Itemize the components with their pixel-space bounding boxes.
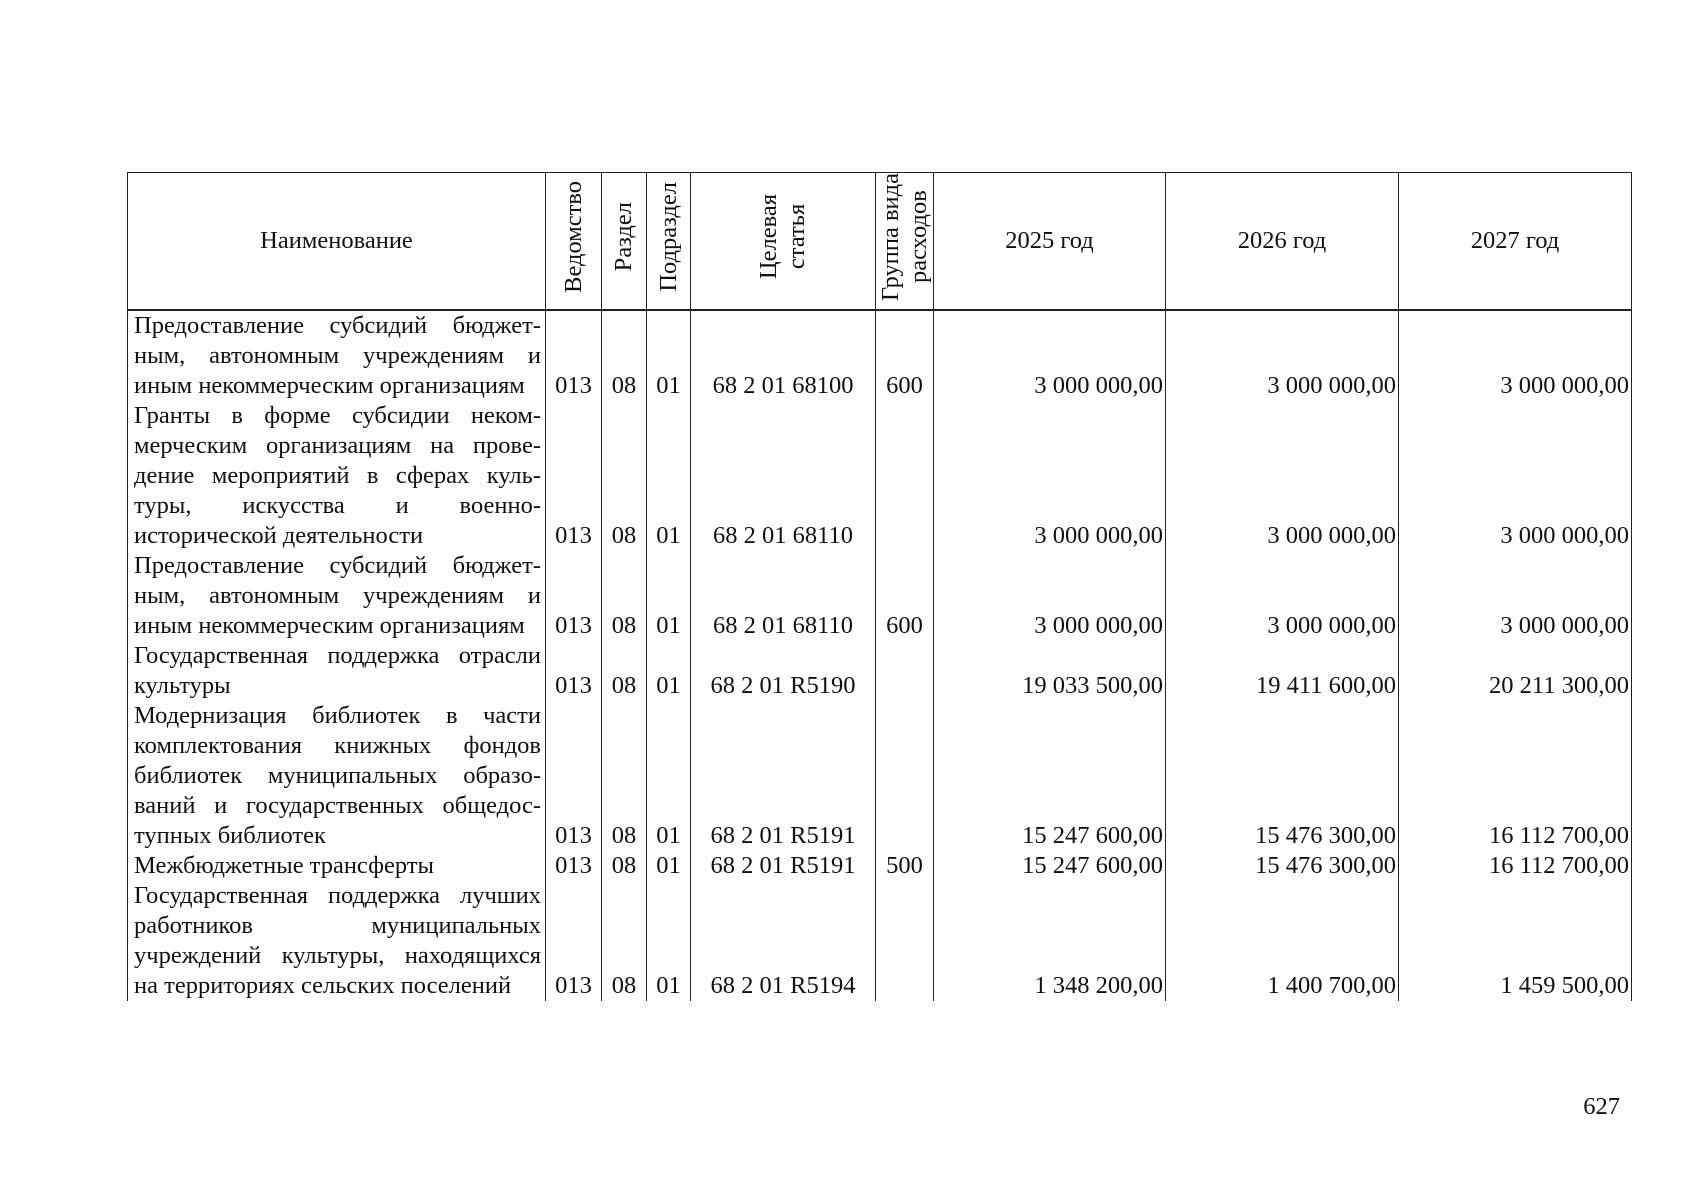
row-name: Государственная поддержка отрасли культуры [128,641,546,701]
header-podrazdel-label: Подраздел [654,182,682,292]
row-vedomstvo: 013 [546,310,602,401]
header-2027-label: 2027 год [1470,227,1560,255]
row-2025: 15 247 600,00 [934,701,1166,851]
row-2025: 3 000 000,00 [934,310,1166,401]
row-celevaya: 68 2 01 68110 [691,401,876,551]
table-body [128,310,1632,1001]
row-2026: 3 000 000,00 [1166,310,1399,401]
row-gruppa: 600 [876,310,934,401]
row-2027: 3 000 000,00 [1399,401,1632,551]
row-razdel: 08 [602,551,647,641]
row-vedomstvo: 013 [546,851,602,881]
page-number: 627 [1583,1093,1620,1120]
row-2027: 3 000 000,00 [1399,310,1632,401]
table-row [128,551,1632,641]
row-razdel: 08 [602,881,647,1001]
row-2025: 15 247 600,00 [934,851,1166,881]
header-name [128,173,546,311]
row-name: Предоставление субсидий бюджетным, автономным учреждениям и иным некоммерческим организациям [128,551,546,641]
header-podrazdel [647,173,691,311]
row-razdel: 08 [602,310,647,401]
header-2025 [934,173,1166,311]
row-podrazdel: 01 [647,851,691,881]
header-celevaya-line1: Целевая [755,194,782,280]
row-podrazdel: 01 [647,401,691,551]
header-gruppa-line1: Группа вида [876,173,904,302]
row-vedomstvo: 013 [546,401,602,551]
header-2027 [1399,173,1632,311]
row-2025: 1 348 200,00 [934,881,1166,1001]
row-2027: 16 112 700,00 [1399,701,1632,851]
row-gruppa: 600 [876,551,934,641]
header-celevaya [691,173,876,311]
header-gruppa [876,173,934,311]
row-podrazdel: 01 [647,641,691,701]
header-2026-label: 2026 год [1237,227,1327,255]
row-podrazdel: 01 [647,881,691,1001]
row-razdel: 08 [602,701,647,851]
header-razdel-label: Раздел [610,202,637,272]
row-gruppa [876,641,934,701]
row-2025: 3 000 000,00 [934,551,1166,641]
row-2026: 19 411 600,00 [1166,641,1399,701]
row-celevaya: 68 2 01 68110 [691,551,876,641]
row-vedomstvo: 013 [546,701,602,851]
header-row [128,173,1632,311]
table-row [128,701,1632,851]
row-razdel: 08 [602,641,647,701]
table-row [128,310,1632,401]
row-gruppa [876,881,934,1001]
row-2027: 3 000 000,00 [1399,551,1632,641]
row-gruppa [876,701,934,851]
row-razdel: 08 [602,851,647,881]
header-razdel [602,173,647,311]
row-gruppa [876,401,934,551]
header-celevaya-line2: статья [783,204,810,270]
header-vedomstvo-label: Ведомство [559,181,587,293]
row-celevaya: 68 2 01 R5191 [691,701,876,851]
row-celevaya: 68 2 01 R5191 [691,851,876,881]
row-2025: 19 033 500,00 [934,641,1166,701]
row-2026: 1 400 700,00 [1166,881,1399,1001]
row-gruppa: 500 [876,851,934,881]
header-2025-label: 2025 год [1005,227,1094,255]
row-2026: 15 476 300,00 [1166,851,1399,881]
row-podrazdel: 01 [647,701,691,851]
header-vedomstvo [546,173,602,311]
row-podrazdel: 01 [647,310,691,401]
table-row [128,401,1632,551]
header-gruppa-line2: расходов [904,190,932,284]
row-name: Модернизация библиотек в части комплектования книжных фондов библиотек муниципальных образований и государственных общедоступных библиотек [128,701,546,851]
budget-table [127,172,1632,1001]
row-2025: 3 000 000,00 [934,401,1166,551]
header-celevaya-label [755,194,811,279]
table-row [128,881,1632,1001]
row-name: Государственная поддержка лучших работников муниципальных учреждений культуры, находящихся на территориях сельских поселений [128,881,546,1001]
header-name-label: Наименование [260,227,413,255]
row-celevaya: 68 2 01 R5190 [691,641,876,701]
row-vedomstvo: 013 [546,881,602,1001]
row-2027: 1 459 500,00 [1399,881,1632,1001]
row-name: Предоставление субсидий бюджетным, автономным учреждениям и иным некоммерческим организациям [128,310,546,401]
table-header [128,173,1632,311]
row-2026: 3 000 000,00 [1166,551,1399,641]
table-row [128,851,1632,881]
row-2026: 3 000 000,00 [1166,401,1399,551]
row-2026: 15 476 300,00 [1166,701,1399,851]
row-razdel: 08 [602,401,647,551]
row-name: Гранты в форме субсидии некоммерческим организациям на проведение мероприятий в сферах культуры, искусства и военно-исторической деятельности [128,401,546,551]
header-gruppa-label [877,173,933,301]
row-podrazdel: 01 [647,551,691,641]
row-vedomstvo: 013 [546,551,602,641]
row-vedomstvo: 013 [546,641,602,701]
row-celevaya: 68 2 01 68100 [691,310,876,401]
row-2027: 16 112 700,00 [1399,851,1632,881]
row-2027: 20 211 300,00 [1399,641,1632,701]
header-2026 [1166,173,1399,311]
row-celevaya: 68 2 01 R5194 [691,881,876,1001]
table-row [128,641,1632,701]
row-name: Межбюджетные трансферты [128,851,546,881]
